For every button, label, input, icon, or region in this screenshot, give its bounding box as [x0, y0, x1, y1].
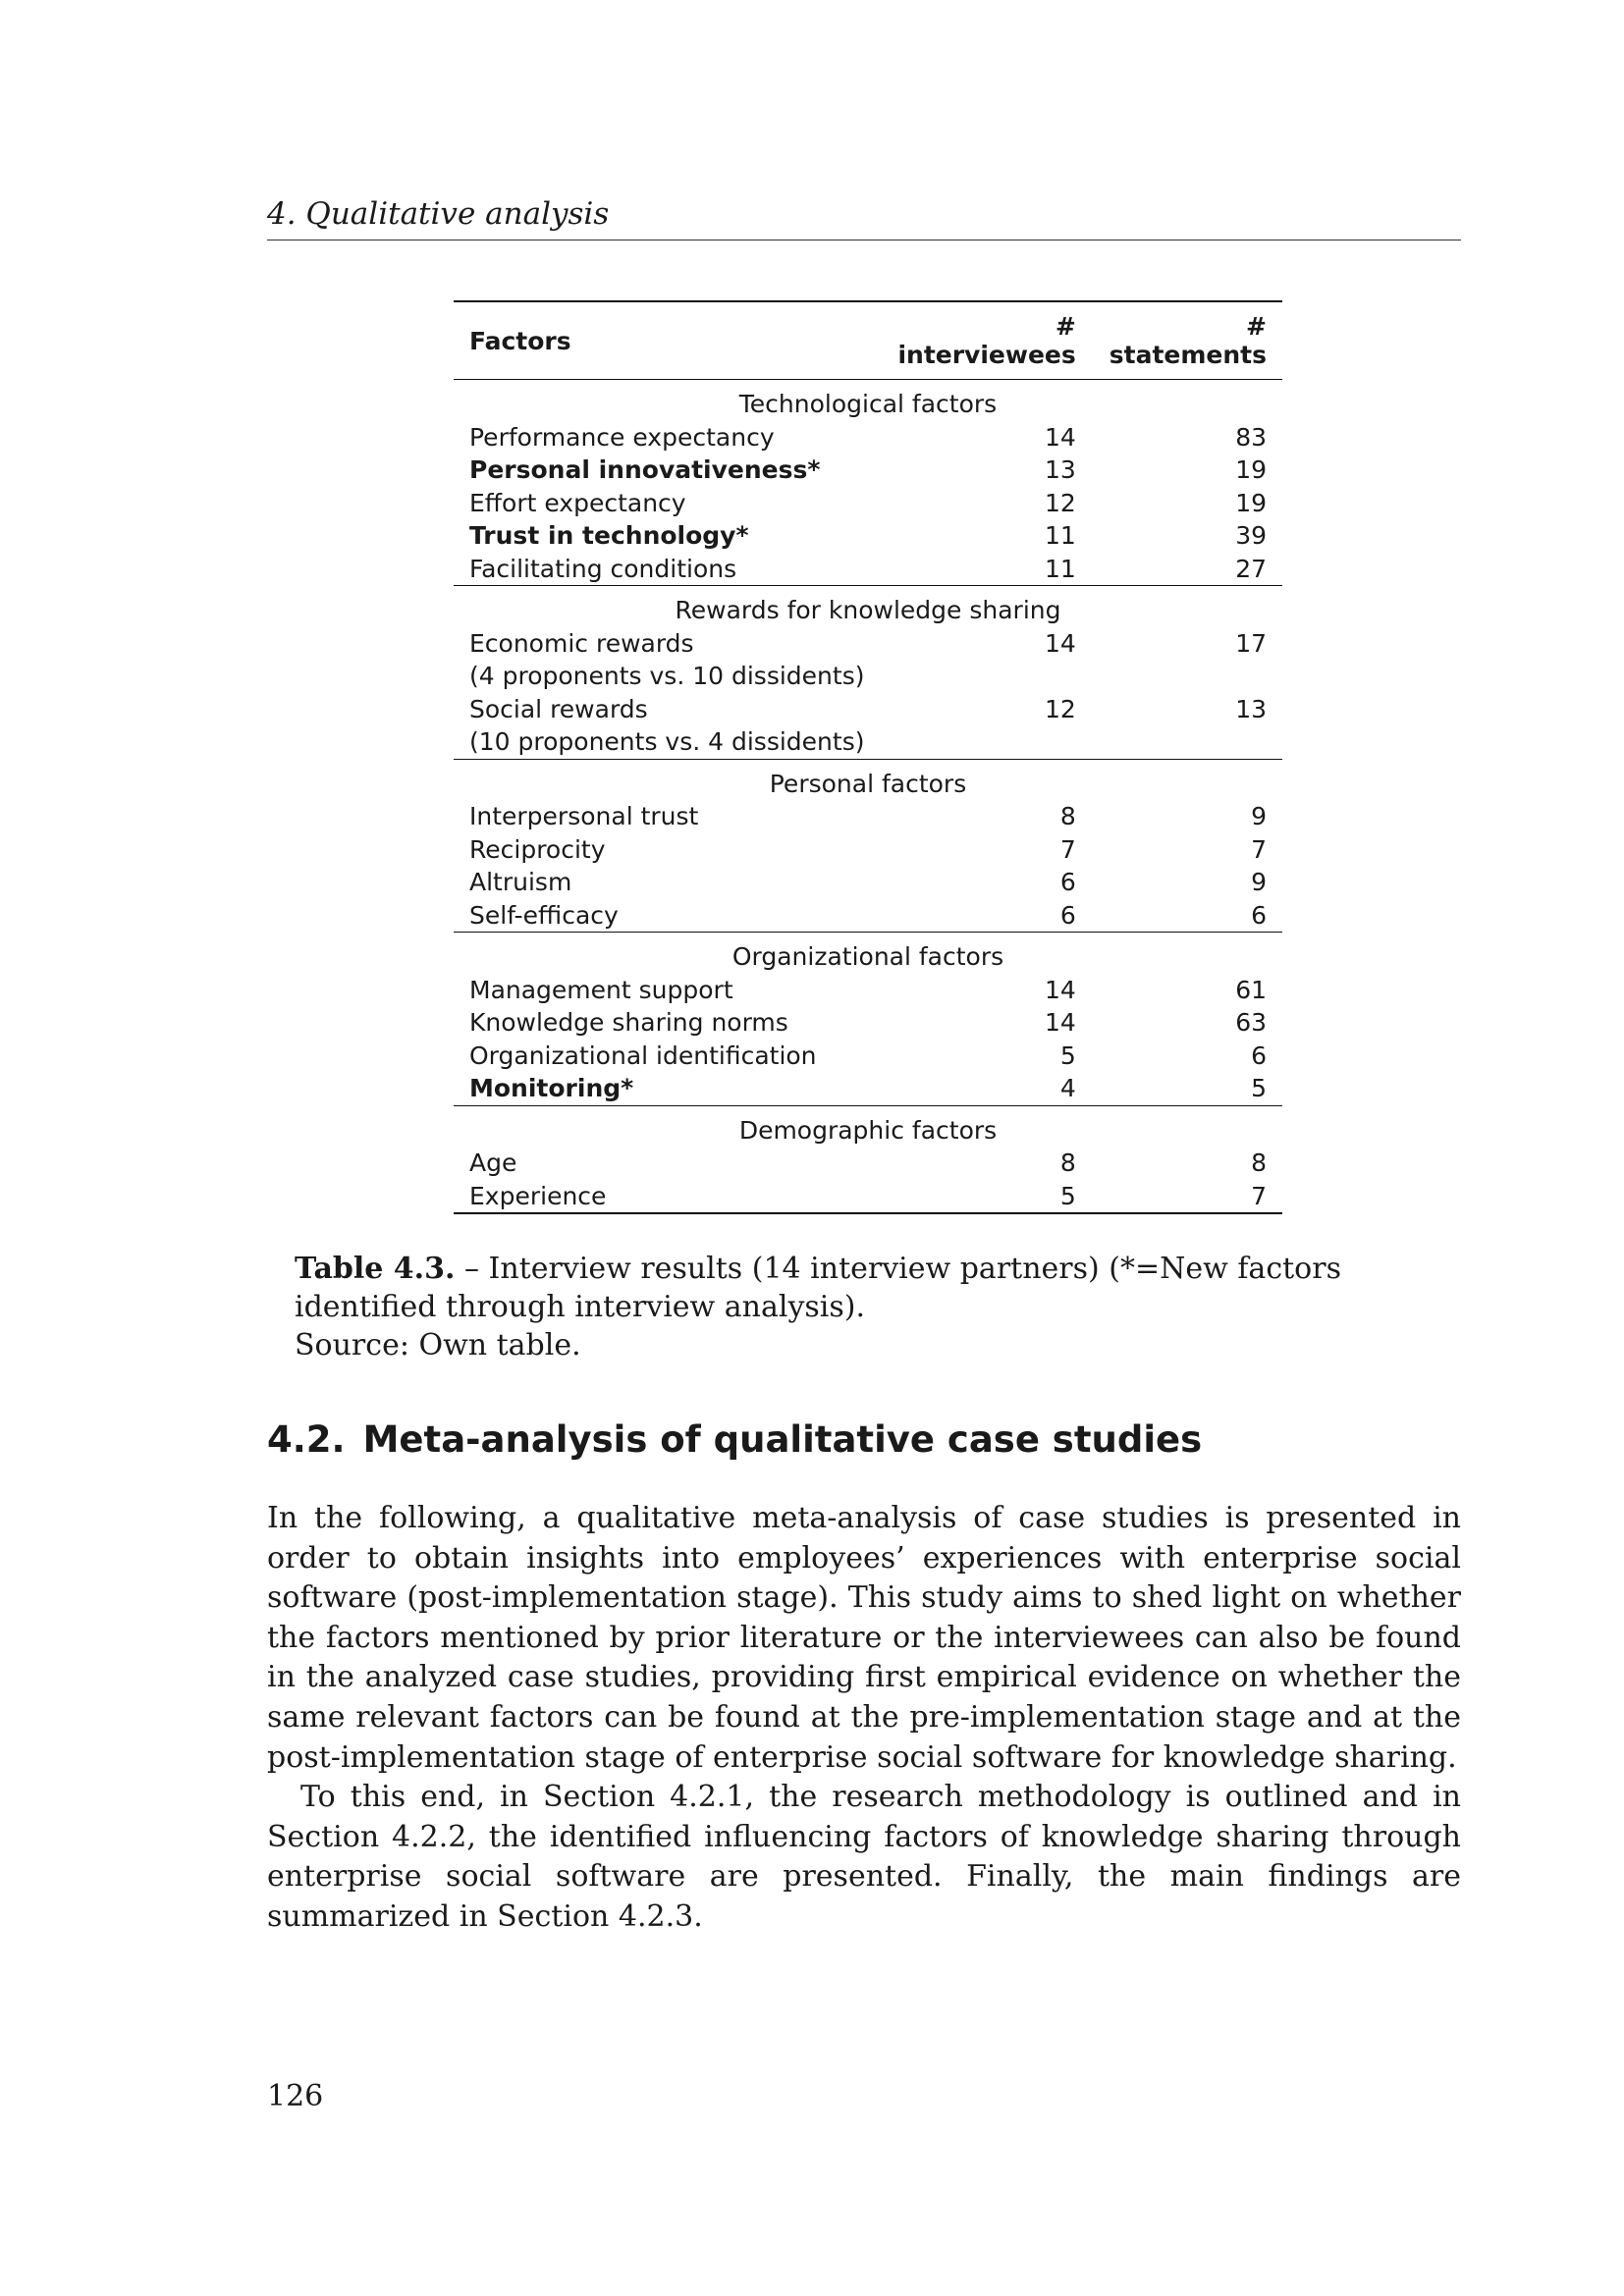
cell-interviewees: 5 — [880, 1180, 1091, 1214]
cell-interviewees: 14 — [1044, 422, 1076, 452]
table-row — [454, 1040, 1282, 1073]
cell-statements: 6 — [1251, 1041, 1267, 1070]
cell-factor: Performance expectancy — [469, 422, 775, 452]
column-header-interviewees: # interviewees — [880, 301, 1091, 380]
table-row — [454, 553, 1282, 586]
cell-factor: Reciprocity — [469, 834, 606, 864]
group-title: Demographic factors — [454, 1105, 1282, 1147]
table-row — [454, 866, 1282, 899]
table-row — [454, 693, 1282, 726]
cell-factor: Knowledge sharing norms — [469, 1008, 788, 1037]
cell-factor: Experience — [454, 1180, 880, 1214]
cell-statements: 9 — [1251, 868, 1267, 896]
cell-factor: Personal innovativeness* — [469, 455, 821, 484]
cell-interviewees: 8 — [1059, 1148, 1076, 1177]
cell-statements: 39 — [1235, 521, 1267, 550]
cell-factor: Effort expectancy — [469, 488, 686, 517]
body-paragraph: In the following, a qualitative meta-analysis of case studies is presented in order to obtain insights into employees’ experiences with enterprise social software (post-implementation stage). This study aims to shed light on whether the factors mentioned by prior literature or the interviewees can also be found in the analyzed case studies, providing first empirical evidence on whether the same relevant factors can be found at the pre-implementation stage and at the post-implementation stage of enterprise social software for knowledge sharing. — [267, 1501, 1461, 1775]
table-row — [454, 660, 1282, 693]
cell-interviewees: 11 — [1044, 521, 1076, 550]
table-group-row — [454, 933, 1282, 974]
cell-statements — [1092, 660, 1282, 693]
body-text — [267, 1499, 1461, 1938]
page-number: 126 — [267, 2079, 324, 2113]
cell-factor: Management support — [469, 975, 733, 1004]
table-row — [454, 833, 1282, 867]
table-row — [454, 454, 1282, 487]
cell-statements: 17 — [1235, 628, 1267, 658]
table-row — [454, 974, 1282, 1007]
running-header — [267, 196, 1461, 240]
cell-factor: Facilitating conditions — [469, 554, 737, 583]
table-header-row — [454, 301, 1282, 380]
cell-interviewees — [880, 660, 1091, 693]
cell-interviewees: 8 — [1059, 802, 1076, 830]
cell-factor: Organizational identification — [469, 1041, 817, 1070]
cell-statements: 7 — [1092, 1180, 1282, 1214]
cell-interviewees: 14 — [1044, 975, 1076, 1004]
group-title: Personal factors — [454, 759, 1282, 800]
table-row — [454, 627, 1282, 661]
cell-interviewees: 12 — [1044, 694, 1076, 723]
cell-interviewees: 13 — [1044, 455, 1076, 484]
cell-statements: 9 — [1251, 802, 1267, 830]
column-header-factors: Factors — [454, 301, 880, 380]
table-row — [454, 899, 1282, 933]
table-row — [454, 487, 1282, 520]
cell-statements: 83 — [1235, 422, 1267, 452]
cell-interviewees: 4 — [1059, 1074, 1076, 1102]
table-row — [454, 1072, 1282, 1105]
cell-statements: 7 — [1251, 834, 1267, 864]
group-title: Rewards for knowledge sharing — [454, 586, 1282, 627]
cell-factor: Trust in technology* — [469, 521, 749, 550]
cell-factor: Social rewards — [469, 694, 648, 723]
body-paragraph: To this end, in Section 4.2.1, the research methodology is outlined and in Section 4.2.2, the identified influencing factors of knowledge sharing through enterprise social software are presented. Finally, the main findings are summarized in Section 4.2.3. — [267, 1780, 1461, 1934]
table-group-row — [454, 380, 1282, 421]
cell-interviewees: 7 — [1059, 834, 1076, 864]
column-header-statements: # statements — [1092, 301, 1282, 380]
table-group-row — [454, 586, 1282, 627]
cell-interviewees: 12 — [1044, 488, 1076, 517]
cell-factor: Age — [469, 1148, 517, 1177]
cell-interviewees: 11 — [1044, 554, 1076, 583]
interview-results-table — [454, 300, 1282, 1214]
cell-statements: 61 — [1235, 975, 1267, 1004]
cell-statements: 27 — [1235, 554, 1267, 583]
results-table — [454, 300, 1282, 1214]
table-row — [454, 800, 1282, 833]
section-number: 4.2. — [267, 1418, 346, 1461]
cell-interviewees: 14 — [1044, 628, 1076, 658]
table-row — [454, 421, 1282, 454]
cell-factor: Altruism — [469, 868, 572, 896]
cell-statements: 19 — [1235, 488, 1267, 517]
cell-factor: (4 proponents vs. 10 dissidents) — [469, 662, 865, 690]
caption-label: Table 4.3. — [295, 1252, 456, 1286]
table-row — [454, 1180, 1282, 1214]
table-row — [454, 1147, 1282, 1180]
group-title: Organizational factors — [454, 933, 1282, 974]
section-heading — [267, 1418, 1461, 1461]
cell-statements: 5 — [1251, 1074, 1267, 1102]
cell-factor: Monitoring* — [469, 1074, 634, 1102]
caption-source: Source: Own table. — [295, 1328, 581, 1362]
table-group-row — [454, 759, 1282, 800]
cell-interviewees — [880, 725, 1091, 759]
table-row — [454, 725, 1282, 759]
cell-factor: (10 proponents vs. 4 dissidents) — [469, 727, 865, 756]
cell-interviewees: 5 — [1059, 1041, 1076, 1070]
cell-statements: 63 — [1235, 1008, 1267, 1037]
table-group-row — [454, 1105, 1282, 1147]
caption-text: – Interview results (14 interview partners) (*=New factors identified through interview analysis). — [295, 1252, 1341, 1324]
table-body — [454, 380, 1282, 1214]
cell-statements: 8 — [1251, 1148, 1267, 1177]
cell-factor: Economic rewards — [469, 628, 694, 658]
cell-interviewees: 14 — [1044, 1008, 1076, 1037]
table-row — [454, 519, 1282, 553]
running-header-title: 4. Qualitative analysis — [267, 196, 610, 232]
group-title: Technological factors — [738, 390, 998, 418]
section-title: Meta-analysis of qualitative case studies — [362, 1418, 1203, 1461]
cell-interviewees: 6 — [1059, 900, 1076, 930]
cell-interviewees: 6 — [1059, 868, 1076, 896]
cell-statements: 6 — [1251, 900, 1267, 930]
cell-statements: 19 — [1235, 455, 1267, 484]
cell-statements: 13 — [1235, 694, 1267, 723]
cell-factor: Self-efficacy — [469, 900, 619, 930]
cell-factor: Interpersonal trust — [469, 802, 699, 830]
cell-statements — [1092, 725, 1282, 759]
table-row — [454, 1006, 1282, 1040]
table-caption — [295, 1250, 1463, 1364]
